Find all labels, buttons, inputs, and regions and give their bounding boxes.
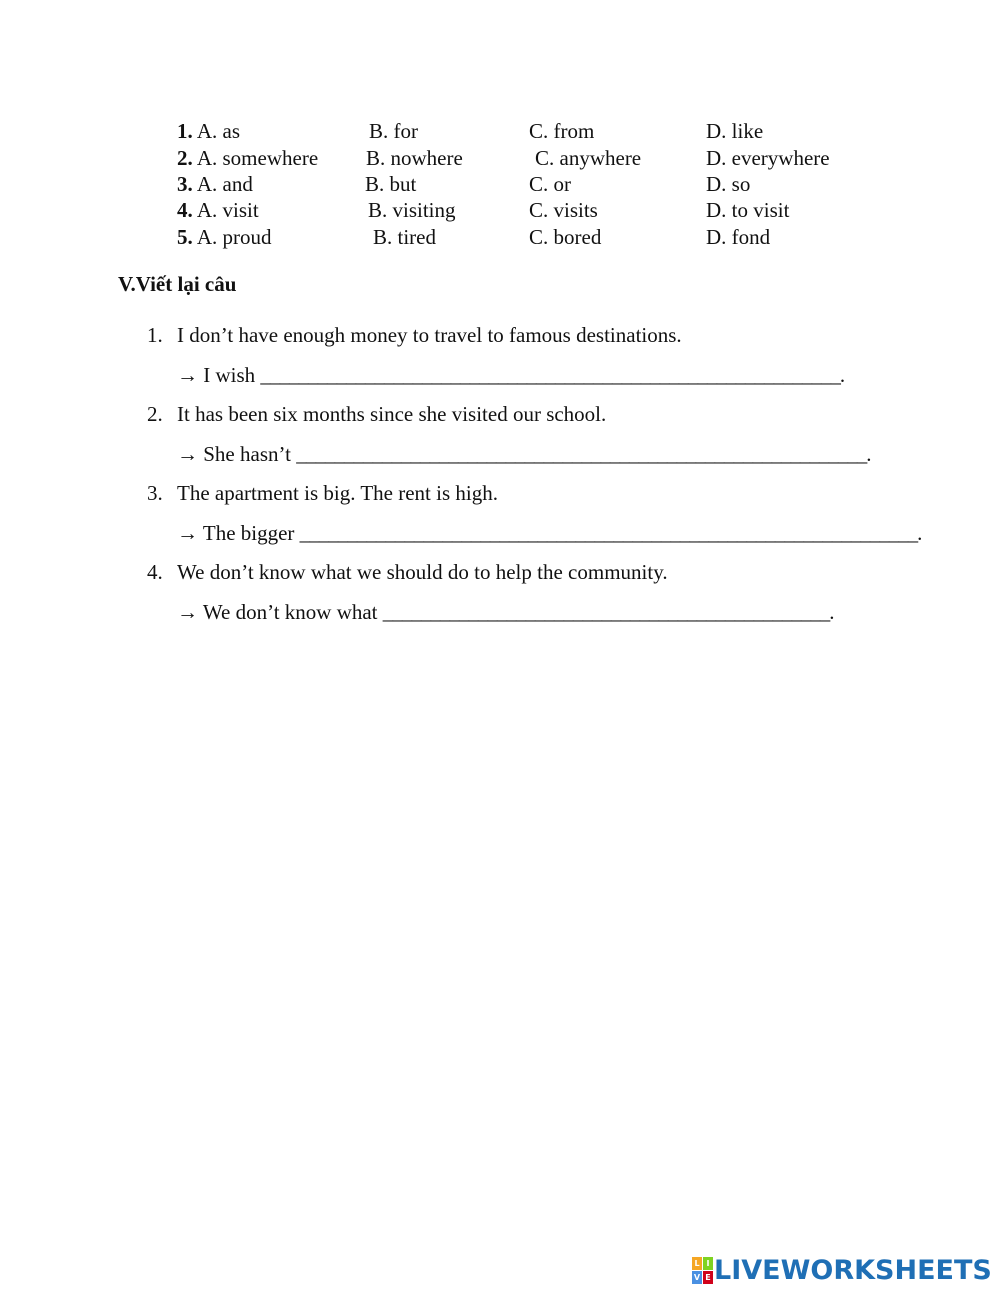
question-number: 4. bbox=[147, 560, 163, 584]
mc-option-d[interactable]: D. fond bbox=[706, 225, 771, 249]
answer-line-4 bbox=[177, 599, 834, 625]
mc-option-c[interactable]: C. bored bbox=[529, 225, 602, 249]
answer-prompt: → We don’t know what bbox=[177, 600, 383, 624]
section-title: V.Viết lại câu bbox=[118, 272, 237, 296]
mc-option-b[interactable]: B. visiting bbox=[368, 198, 456, 222]
mc-option-a[interactable]: A. somewhere bbox=[196, 146, 319, 170]
mc-number: 5. bbox=[177, 225, 193, 249]
mc-option-d[interactable]: D. so bbox=[706, 172, 751, 196]
mc-option-b[interactable]: B. but bbox=[365, 172, 417, 196]
logo-mark-tile: I bbox=[703, 1257, 713, 1270]
answer-line-3 bbox=[177, 520, 921, 546]
logo-mark-icon bbox=[692, 1257, 712, 1283]
question-number: 2. bbox=[147, 402, 163, 426]
question-text: I don’t have enough money to travel to famous destinations. bbox=[177, 323, 682, 347]
answer-line-2 bbox=[177, 441, 870, 467]
mc-option-a[interactable]: A. proud bbox=[196, 225, 272, 249]
mc-option-c[interactable]: C. or bbox=[529, 172, 571, 196]
mc-option-d[interactable]: D. everywhere bbox=[706, 146, 830, 170]
answer-blank[interactable]: ____________________________________________________________. bbox=[296, 442, 871, 466]
mc-option-c[interactable]: C. anywhere bbox=[535, 146, 642, 170]
mc-option-c[interactable]: C. from bbox=[529, 119, 595, 143]
mc-option-a[interactable]: A. as bbox=[196, 119, 241, 143]
answer-prompt: → She hasn’t bbox=[177, 442, 297, 466]
answer-line-1 bbox=[177, 362, 844, 388]
mc-option-d[interactable]: D. like bbox=[706, 119, 764, 143]
mc-option-a[interactable]: A. visit bbox=[196, 198, 259, 222]
liveworksheets-logo bbox=[692, 1254, 992, 1286]
question-number: 1. bbox=[147, 323, 163, 347]
mc-option-c[interactable]: C. visits bbox=[529, 198, 598, 222]
answer-blank[interactable]: _____________________________________________________________. bbox=[260, 363, 845, 387]
logo-text: LIVEWORKSHEETS bbox=[714, 1254, 992, 1286]
answer-blank[interactable]: _______________________________________________. bbox=[382, 600, 834, 624]
answer-prompt: → I wish bbox=[177, 363, 261, 387]
mc-number: 3. bbox=[177, 172, 193, 196]
question-number: 3. bbox=[147, 481, 163, 505]
mc-option-b[interactable]: B. for bbox=[369, 119, 418, 143]
logo-mark-tile: L bbox=[692, 1257, 702, 1270]
answer-blank[interactable]: _________________________________________________________________. bbox=[299, 521, 922, 545]
mc-option-d[interactable]: D. to visit bbox=[706, 198, 790, 222]
question-text: The apartment is big. The rent is high. bbox=[177, 481, 498, 505]
answer-prompt: → The bigger bbox=[177, 521, 300, 545]
mc-number: 2. bbox=[177, 146, 193, 170]
question-text: It has been six months since she visited our school. bbox=[177, 402, 607, 426]
mc-option-b[interactable]: B. tired bbox=[373, 225, 436, 249]
mc-number: 1. bbox=[177, 119, 193, 143]
mc-option-a[interactable]: A. and bbox=[196, 172, 253, 196]
question-text: We don’t know what we should do to help the community. bbox=[177, 560, 668, 584]
logo-mark-tile: V bbox=[693, 1273, 701, 1282]
mc-number: 4. bbox=[177, 198, 193, 222]
mc-option-b[interactable]: B. nowhere bbox=[366, 146, 463, 170]
logo-mark-tile: E bbox=[703, 1271, 713, 1284]
